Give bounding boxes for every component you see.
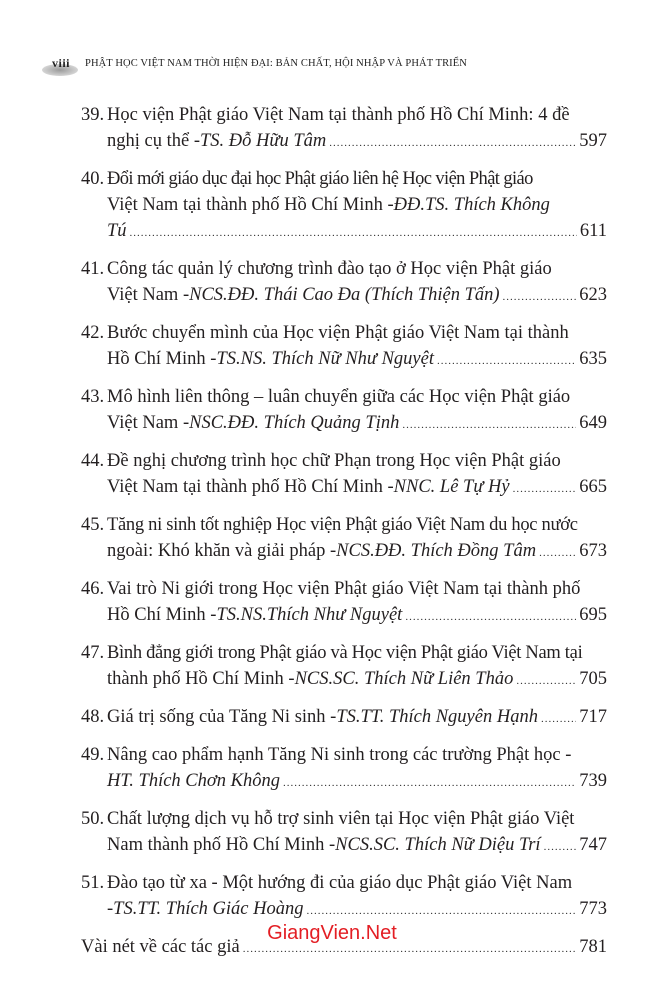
entry-author: NCS.SC. Thích Nữ Liên Thảo bbox=[294, 669, 514, 689]
entry-author: NNC. Lê Tự Hỷ bbox=[393, 477, 510, 497]
entry-author: Tú bbox=[107, 221, 127, 241]
entry-title: Bình đẳng giới trong Phật giáo và Học viện Phật giáo Việt Nam tại bbox=[107, 643, 583, 663]
entry-page: 739 bbox=[579, 771, 607, 791]
toc-entry-50[interactable] bbox=[81, 806, 607, 860]
toc-entry-47[interactable] bbox=[81, 640, 607, 694]
entry-author: TS.NS. Thích Nữ Như Nguyệt bbox=[216, 349, 434, 369]
entry-number: 48. bbox=[81, 707, 105, 727]
entry-title: Mô hình liên thông – luân chuyển giữa các Học viện Phật giáo bbox=[107, 387, 571, 407]
entry-author: TS. Đỗ Hữu Tâm bbox=[200, 131, 327, 151]
entry-title-cont: Việt Nam tại thành phố Hồ Chí Minh - bbox=[107, 195, 394, 215]
entry-author-part: ĐĐ.TS. Thích Không bbox=[393, 195, 550, 215]
entry-page: 597 bbox=[579, 131, 607, 151]
entry-title-cont: Hồ Chí Minh - bbox=[107, 349, 217, 369]
entry-title: Bước chuyển mình của Học viện Phật giáo Việt Nam tại thành bbox=[107, 323, 569, 343]
entry-page: 623 bbox=[579, 285, 607, 305]
entry-number: 46. bbox=[81, 579, 105, 599]
entry-author: TS.NS.Thích Như Nguyệt bbox=[216, 605, 403, 625]
dot-leader bbox=[437, 346, 576, 374]
entry-number: 42. bbox=[81, 323, 105, 343]
entry-title-cont: nghị cụ thể - bbox=[107, 131, 200, 151]
dot-leader bbox=[402, 410, 576, 438]
entry-author: NCS.ĐĐ. Thái Cao Đa (Thích Thiện Tấn) bbox=[189, 285, 500, 305]
dot-leader bbox=[130, 218, 577, 246]
entry-title-cont: Việt Nam tại thành phố Hồ Chí Minh - bbox=[107, 477, 394, 497]
entry-title: Công tác quản lý chương trình đào tạo ở Học viện Phật giáo bbox=[107, 259, 552, 279]
entry-page: 665 bbox=[579, 477, 607, 497]
toc-entry-51[interactable] bbox=[81, 870, 607, 924]
entry-title: Chất lượng dịch vụ hỗ trợ sinh viên tại Học viện Phật giáo Việt bbox=[107, 809, 575, 829]
toc-entry-44[interactable] bbox=[81, 448, 607, 502]
entry-author: HT. Thích Chơn Không bbox=[107, 771, 280, 791]
entry-number: 44. bbox=[81, 451, 105, 471]
entry-title-cont: Việt Nam - bbox=[107, 413, 190, 433]
entry-title-cont: Hồ Chí Minh - bbox=[107, 605, 217, 625]
entry-page: 695 bbox=[579, 605, 607, 625]
entry-page: 747 bbox=[579, 835, 607, 855]
dot-leader bbox=[544, 832, 577, 860]
entry-number: 43. bbox=[81, 387, 105, 407]
dot-leader bbox=[513, 474, 577, 502]
entry-number: 40. bbox=[81, 169, 105, 189]
entry-page: 717 bbox=[579, 707, 607, 727]
entry-title-cont: ngoài: Khó khăn và giải pháp - bbox=[107, 541, 337, 561]
table-of-contents bbox=[81, 102, 607, 972]
entry-title: Đổi mới giáo dục đại học Phật giáo liên hệ Học viện Phật giáo bbox=[107, 169, 533, 189]
toc-entry-42[interactable] bbox=[81, 320, 607, 374]
entry-number: 45. bbox=[81, 515, 105, 535]
page-number-emblem bbox=[42, 58, 78, 78]
entry-title-cont: - bbox=[107, 899, 114, 919]
entry-number: 39. bbox=[81, 105, 105, 125]
entry-page: 705 bbox=[579, 669, 607, 689]
page-number: viii bbox=[52, 56, 71, 70]
dot-leader bbox=[307, 896, 577, 924]
watermark: GiangVien.Net bbox=[267, 922, 397, 944]
toc-entry-40[interactable] bbox=[81, 166, 607, 246]
entry-title: Nâng cao phẩm hạnh Tăng Ni sinh trong các trường Phật học - bbox=[107, 745, 572, 765]
entry-author: TS.TT. Thích Giác Hoàng bbox=[113, 899, 304, 919]
toc-entry-39[interactable] bbox=[81, 102, 607, 156]
entry-author: NCS.SC. Thích Nữ Diệu Trí bbox=[335, 835, 541, 855]
entry-title: Vai trò Ni giới trong Học viện Phật giáo Việt Nam tại thành phố bbox=[107, 579, 581, 599]
dot-leader bbox=[329, 128, 576, 156]
entry-title-cont: Nam thành phố Hồ Chí Minh - bbox=[107, 835, 336, 855]
entry-number: 50. bbox=[81, 809, 105, 829]
entry-page: 649 bbox=[579, 413, 607, 433]
entry-author: NSC.ĐĐ. Thích Quảng Tịnh bbox=[189, 413, 400, 433]
entry-title-cont: thành phố Hồ Chí Minh - bbox=[107, 669, 295, 689]
toc-entry-45[interactable] bbox=[81, 512, 607, 566]
toc-entry-48[interactable] bbox=[81, 704, 607, 732]
entry-page: 635 bbox=[579, 349, 607, 369]
entry-page: 611 bbox=[579, 221, 607, 241]
entry-page: 673 bbox=[579, 541, 607, 561]
toc-entry-49[interactable] bbox=[81, 742, 607, 796]
entry-title-cont: Việt Nam - bbox=[107, 285, 190, 305]
book-title: PHẬT HỌC VIỆT NAM THỜI HIỆN ĐẠI: BẢN CHẤT, HỘI NHẬP VÀ PHÁT TRIỂN bbox=[85, 58, 467, 69]
toc-entry-43[interactable] bbox=[81, 384, 607, 438]
dot-leader bbox=[539, 538, 576, 566]
entry-title: Đề nghị chương trình học chữ Phạn trong Học viện Phật giáo bbox=[107, 451, 561, 471]
toc-entry-46[interactable] bbox=[81, 576, 607, 630]
entry-number: 49. bbox=[81, 745, 105, 765]
dot-leader bbox=[541, 704, 576, 732]
dot-leader bbox=[516, 666, 576, 694]
entry-author: NCS.ĐĐ. Thích Đồng Tâm bbox=[336, 541, 537, 561]
entry-page: 781 bbox=[579, 937, 607, 957]
running-header bbox=[40, 52, 640, 82]
dot-leader bbox=[405, 602, 576, 630]
entry-title: Giá trị sống của Tăng Ni sinh - bbox=[107, 707, 337, 727]
entry-title: Học viện Phật giáo Việt Nam tại thành phố Hồ Chí Minh: 4 đề bbox=[107, 105, 570, 125]
entry-number: 51. bbox=[81, 873, 105, 893]
entry-title: Đào tạo từ xa - Một hướng đi của giáo dục Phật giáo Việt Nam bbox=[107, 873, 573, 893]
entry-page: 773 bbox=[579, 899, 607, 919]
dot-leader bbox=[283, 768, 576, 796]
entry-number: 41. bbox=[81, 259, 105, 279]
entry-number: 47. bbox=[81, 643, 105, 663]
entry-title: Vài nét về các tác giả bbox=[81, 937, 240, 957]
dot-leader bbox=[503, 282, 577, 310]
toc-entry-41[interactable] bbox=[81, 256, 607, 310]
entry-title: Tăng ni sinh tốt nghiệp Học viện Phật giáo Việt Nam du học nước bbox=[107, 515, 578, 535]
entry-author: TS.TT. Thích Nguyên Hạnh bbox=[336, 707, 538, 727]
